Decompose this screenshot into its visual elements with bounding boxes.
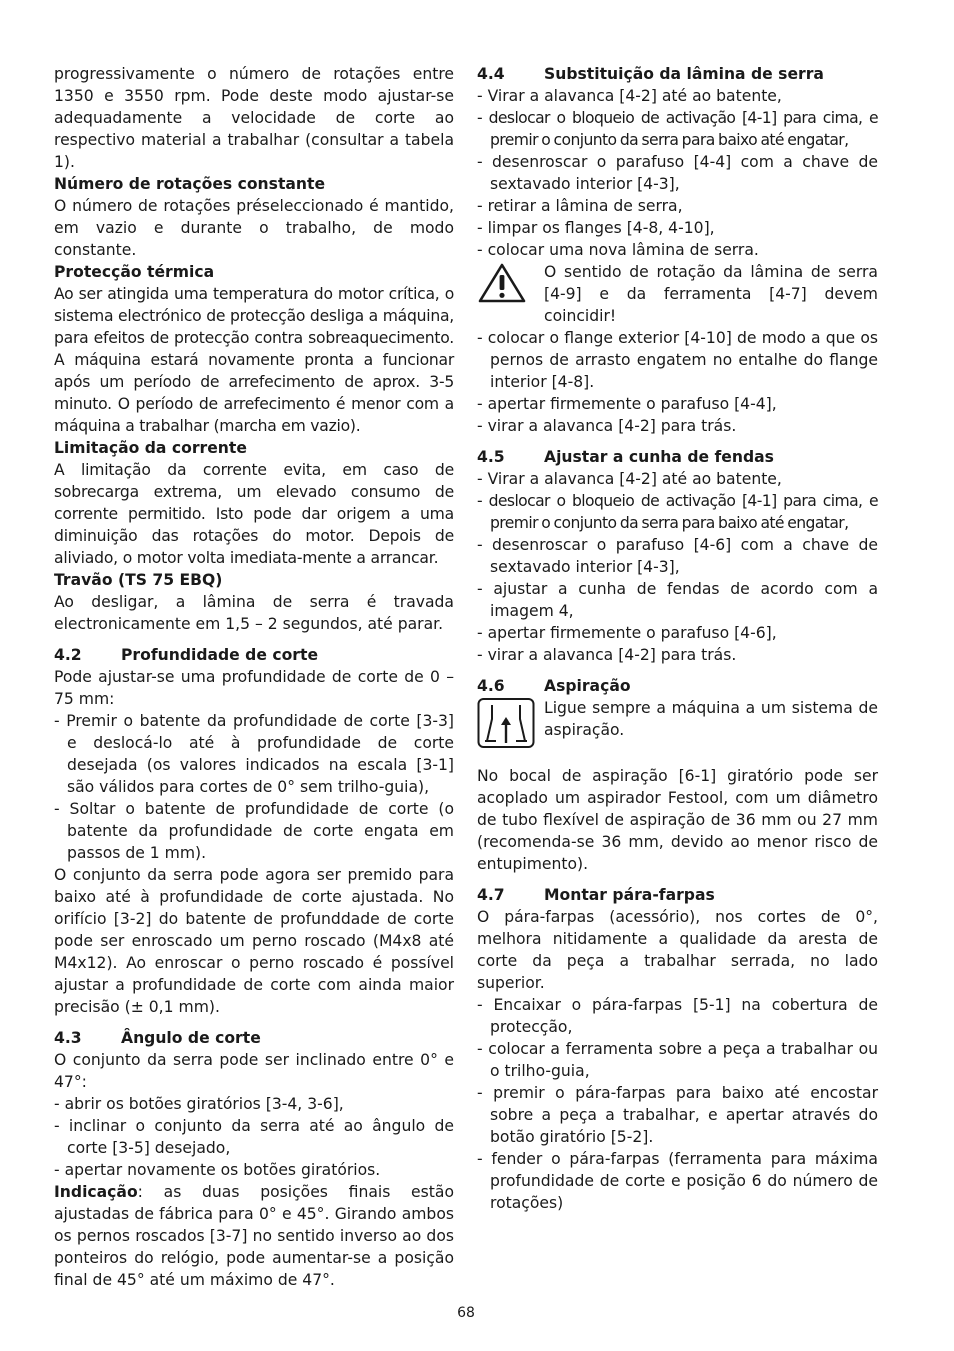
extraction-note xyxy=(477,697,878,755)
paragraph-thermal-protection: Ao ser atingida uma temperatura do motor crítica, o sistema electrónico de protecção desliga a máquina, para efeitos de protecção contra sobreaquecimento. A máquina estará novamente pronta a funcionar após um período de arrefecimento de aprox. 3-5 minuto. O período de arrefecimento é menor com a máquina a trabalhar (marcha em vazio). xyxy=(54,285,454,435)
list-item: - inclinar o conjunto da serra até ao ângulo de corte [3-5] desejado, xyxy=(54,1117,454,1157)
list-item: - ajustar a cunha de fendas de acordo com a imagem 4, xyxy=(477,580,878,620)
list-item: - Virar a alavanca [4-2] até ao batente, xyxy=(477,470,782,488)
paragraph-depth-detail: O conjunto da serra pode agora ser premido para baixo até à profundidade de corte ajustada. No orifício [3-2] do batente de profunddade de corte pode ser enroscado um perno roscado (M4x8 até M4x12). Ao enroscar o perno roscado é possível ajustar a profundidade de corte com ainda maior precisão (± 0,1 mm). xyxy=(54,866,454,1016)
paragraph-extraction: No bocal de aspiração [6-1] giratório pode ser acoplado um aspirador Festool, com um diâmetro de tubo flexível de aspiração de 36 mm ou 27 mm (recomenda-se 36 mm, devido ao menor risco de entupimento). xyxy=(477,767,878,873)
list-item: - virar a alavanca [4-2] para trás. xyxy=(477,417,737,435)
page-number: 68 xyxy=(457,1305,475,1321)
section-4-7-heading: 4.7 Montar pára-farpas xyxy=(477,886,715,904)
list-item: - fender o pára-farpas (ferramenta para máxima profundidade de corte e posição 6 do número de rotações) xyxy=(477,1150,878,1212)
dust-extraction-icon xyxy=(477,697,544,755)
paragraph-brake: Ao desligar, a lâmina de serra é travada electronicamente em 1,5 – 2 segundos, até parar. xyxy=(54,593,454,633)
list-item: - colocar o flange exterior [4-10] de modo a que os pernos de arrasto engatem no entalhe do flange interior [4-8]. xyxy=(477,329,878,391)
heading-constant-speed: Número de rotações constante xyxy=(54,175,326,193)
heading-thermal-protection: Protecção térmica xyxy=(54,263,215,281)
left-column xyxy=(54,63,454,1291)
list-item: - apertar firmemente o parafuso [4-4], xyxy=(477,395,777,413)
list-item: - abrir os botões giratórios [3-4, 3-6], xyxy=(54,1095,344,1113)
paragraph-depth-intro: Pode ajustar-se uma profundidade de corte de 0 – 75 mm: xyxy=(54,668,454,708)
paragraph-speed-intro: progressivamente o número de rotações entre 1350 e 3550 rpm. Pode deste modo ajustar-se adequadamente a velocidade de corte ao respectivo material a trabalhar (consultar a tabela 1). xyxy=(54,65,454,171)
list-item: - apertar firmemente o parafuso [4-6], xyxy=(477,624,777,642)
indication-label: Indicação xyxy=(54,1183,138,1201)
extraction-text: Ligue sempre a máquina a um sistema de aspiração. xyxy=(544,699,878,739)
list-item: - Premir o batente da profundidade de corte [3-3] e deslocá-lo até à profundidade de corte desejada (os valores indicados na escala [3-1] são válidos para cortes de 0° sem trilho-guia), xyxy=(54,712,454,796)
list-item: - retirar a lâmina de serra, xyxy=(477,197,683,215)
right-column xyxy=(477,63,878,1214)
section-4-6-heading: 4.6 Aspiração xyxy=(477,677,631,695)
paragraph-constant-speed: O número de rotações préseleccionado é mantido, em vazio e durante o trabalho, de modo constante. xyxy=(54,197,454,259)
list-item: - Encaixar o pára-farpas [5-1] na cobertura de protecção, xyxy=(477,996,878,1036)
warning-triangle-icon xyxy=(477,261,544,311)
list-item: - deslocar o bloqueio de activação [4-1] para cima, e premir o conjunto da serra para baixo até engatar, xyxy=(477,109,878,149)
list-item: - deslocar o bloqueio de activação [4-1] para cima, e premir o conjunto da serra para baixo até engatar, xyxy=(477,492,878,532)
paragraph-angle-intro: O conjunto da serra pode ser inclinado entre 0° e 47°: xyxy=(54,1051,454,1091)
warning-note xyxy=(477,261,878,327)
list-item: - Virar a alavanca [4-2] até ao batente, xyxy=(477,87,782,105)
section-4-5-heading: 4.5 Ajustar a cunha de fendas xyxy=(477,448,774,466)
warning-text: O sentido de rotação da lâmina de serra [4-9] e da ferramenta [4-7] devem coincidir! xyxy=(544,263,878,325)
list-item: - desenroscar o parafuso [4-6] com a chave de sextavado interior [4-3], xyxy=(477,536,878,576)
paragraph-current-limit: A limitação da corrente evita, em caso de sobrecarga extrema, um elevado consumo de corrente permitido. Isto pode dar origem a uma diminuição das rotações do motor. Depois de aliviado, o motor volta imediata-mente a arrancar. xyxy=(54,461,454,567)
list-item: - desenroscar o parafuso [4-4] com a chave de sextavado interior [4-3], xyxy=(477,153,878,193)
list-item: - colocar uma nova lâmina de serra. xyxy=(477,241,759,259)
list-item: - limpar os flanges [4-8, 4-10], xyxy=(477,219,715,237)
section-4-2-heading: 4.2 Profundidade de corte xyxy=(54,646,319,664)
heading-current-limit: Limitação da corrente xyxy=(54,439,247,457)
paragraph-indication: Indicação: as duas posições finais estão ajustadas de fábrica para 0° e 45°. Girando ambos os pernos roscados [3-7] no sentido inverso ao dos ponteiros do relógio, pode aumentar-se a posição final de 45° até um máximo de 47°. xyxy=(54,1183,454,1289)
list-item: - colocar a ferramenta sobre a peça a trabalhar ou o trilho-guia, xyxy=(477,1040,878,1080)
list-item: - virar a alavanca [4-2] para trás. xyxy=(477,646,737,664)
list-item: - Soltar o batente de profundidade de corte (o batente da profundidade de corte engata em passos de 1 mm). xyxy=(54,800,454,862)
heading-brake: Travão (TS 75 EBQ) xyxy=(54,571,223,589)
section-4-3-heading: 4.3 Ângulo de corte xyxy=(54,1029,261,1047)
list-item: - apertar novamente os botões giratórios. xyxy=(54,1161,381,1179)
paragraph-splinter-guard: O pára-farpas (acessório), nos cortes de 0°, melhora nitidamente a qualidade da aresta de corte da peça a trabalhar serrada, no lado superior. xyxy=(477,908,878,992)
section-4-4-heading: 4.4 Substituição da lâmina de serra xyxy=(477,65,824,83)
list-item: - premir o pára-farpas para baixo até encostar sobre a peça a trabalhar, e apertar através do botão giratório [5-2]. xyxy=(477,1084,878,1146)
